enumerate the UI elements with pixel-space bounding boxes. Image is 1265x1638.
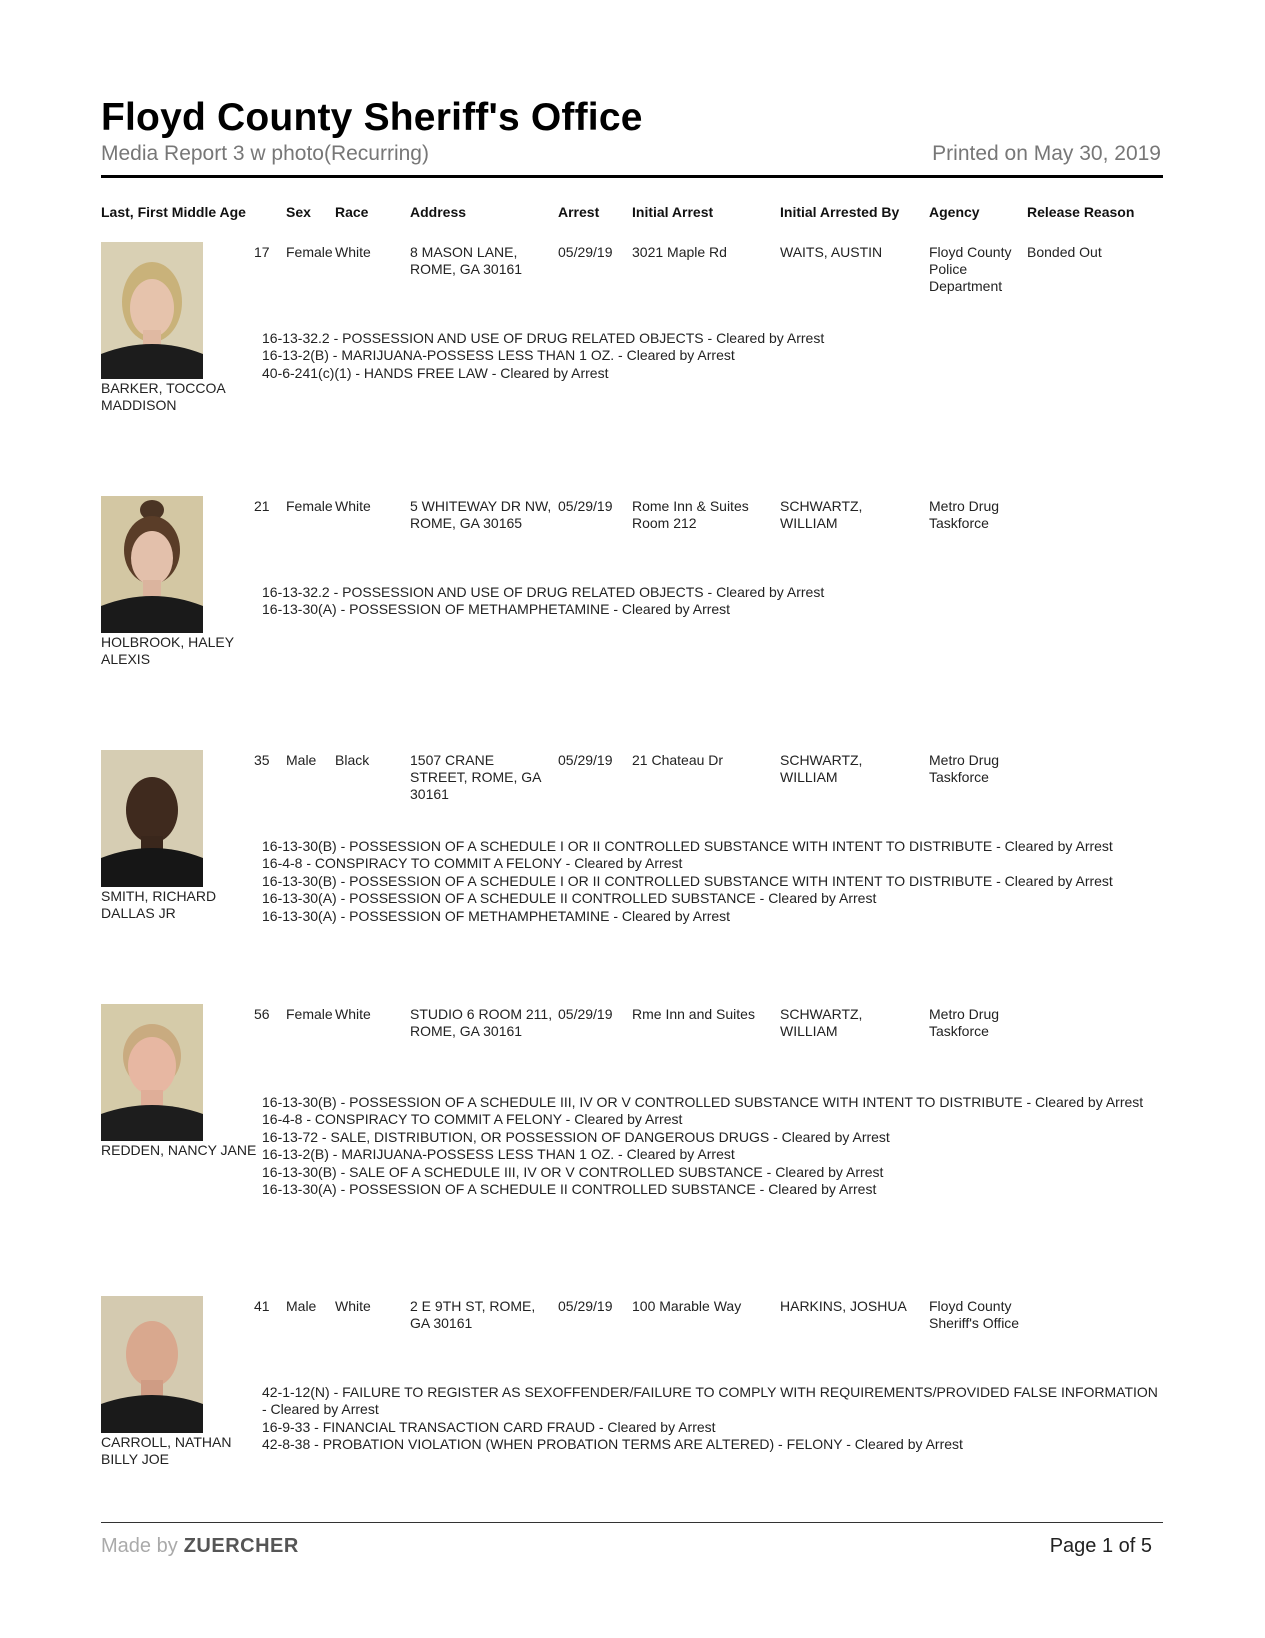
charges-list — [262, 1094, 1162, 1198]
agency: Metro Drug Taskforce — [929, 498, 1000, 531]
sex: Female — [286, 244, 333, 260]
arresting-officer: WAITS, AUSTIN — [780, 244, 883, 260]
agency: Metro Drug Taskforce — [929, 752, 1000, 785]
arresting-officer: SCHWARTZ, WILLIAM — [780, 752, 863, 785]
race: White — [335, 244, 371, 260]
arresting-officer: SCHWARTZ, WILLIAM — [780, 1006, 863, 1039]
age: 35 — [254, 752, 270, 768]
booking-photo — [101, 1296, 203, 1433]
address: 8 MASON LANE, ROME, GA 30161 — [410, 244, 523, 277]
initial-arrest-location: 21 Chateau Dr — [632, 752, 724, 768]
inmate-name: SMITH, RICHARD DALLAS JR — [101, 888, 217, 921]
address: 1507 CRANE STREET, ROME, GA 30161 — [410, 752, 541, 802]
booking-photo — [101, 750, 203, 887]
arrest-date: 05/29/19 — [558, 752, 613, 768]
col-header-initial-arrested-by: Initial Arrested By — [780, 204, 900, 220]
arresting-officer: SCHWARTZ, WILLIAM — [780, 498, 863, 531]
arrest-date: 05/29/19 — [558, 1298, 613, 1314]
col-header-release-reason: Release Reason — [1027, 204, 1135, 220]
charge-item: 16-9-33 - FINANCIAL TRANSACTION CARD FRAUD - Cleared by Arrest — [262, 1418, 716, 1435]
charge-item: 16-13-30(A) - POSSESSION OF METHAMPHETAMINE - Cleared by Arrest — [262, 907, 731, 924]
charges-list — [262, 1384, 1162, 1454]
charge-item: 16-13-30(B) - POSSESSION OF A SCHEDULE I OR II CONTROLLED SUBSTANCE WITH INTENT TO DISTRIBUTE - Cleared by Arrest — [262, 838, 1113, 854]
charge-item: 16-13-30(B) - POSSESSION OF A SCHEDULE I OR II CONTROLLED SUBSTANCE WITH INTENT TO DISTRIBUTE - Cleared by Arrest — [262, 872, 1113, 889]
record-row — [0, 242, 1265, 482]
release-reason: Bonded Out — [1027, 244, 1102, 260]
race: White — [335, 1298, 371, 1314]
header-divider — [101, 175, 1163, 178]
race: White — [335, 1006, 371, 1022]
col-header-name-age: Last, First Middle Age — [101, 204, 246, 220]
page-number: Page 1 of 5 — [1049, 1535, 1152, 1557]
charge-item: 16-13-30(A) - POSSESSION OF A SCHEDULE II CONTROLLED SUBSTANCE - Cleared by Arrest — [262, 1181, 877, 1198]
age: 56 — [254, 1006, 270, 1022]
age: 17 — [254, 244, 270, 260]
charge-item: 42-1-12(N) - FAILURE TO REGISTER AS SEXOFFENDER/FAILURE TO COMPLY WITH REQUIREMENTS/PROVIDED FALSE INFORMATION - Cleared by Arrest — [262, 1384, 1158, 1418]
booking-photo — [101, 496, 203, 633]
sex: Female — [286, 1006, 333, 1022]
charges-list — [262, 330, 1162, 382]
agency: Floyd County Sheriff's Office — [929, 1298, 1020, 1331]
booking-photo — [101, 242, 203, 379]
charge-item: 16-13-2(B) - MARIJUANA-POSSESS LESS THAN 1 OZ. - Cleared by Arrest — [262, 347, 735, 364]
agency: Metro Drug Taskforce — [929, 1006, 1000, 1039]
zuercher-logo: ZUERCHER — [183, 1535, 299, 1557]
col-header-arrest: Arrest — [558, 204, 600, 220]
race: White — [335, 498, 371, 514]
printed-date: Printed on May 30, 2019 — [932, 142, 1161, 165]
inmate-name: HOLBROOK, HALEY ALEXIS — [101, 634, 234, 667]
record-row — [0, 1296, 1265, 1536]
col-header-race: Race — [335, 204, 369, 220]
booking-photo — [101, 1004, 203, 1141]
arrest-date: 05/29/19 — [558, 1006, 613, 1022]
charge-item: 16-13-2(B) - MARIJUANA-POSSESS LESS THAN 1 OZ. - Cleared by Arrest — [262, 1146, 735, 1163]
charge-item: 16-13-30(B) - SALE OF A SCHEDULE III, IV OR V CONTROLLED SUBSTANCE - Cleared by Arrest — [262, 1163, 884, 1180]
made-by-credit — [101, 1535, 299, 1558]
charge-item: 16-13-30(B) - POSSESSION OF A SCHEDULE III, IV OR V CONTROLLED SUBSTANCE WITH INTENT TO DISTRIBUTE - Cleared by Arrest — [262, 1094, 1144, 1110]
agency: Floyd County Police Department — [929, 244, 1012, 294]
charges-list — [262, 838, 1162, 925]
inmate-name: CARROLL, NATHAN BILLY JOE — [101, 1434, 232, 1467]
address: STUDIO 6 ROOM 211, ROME, GA 30161 — [410, 1006, 553, 1039]
arrest-date: 05/29/19 — [558, 498, 613, 514]
report-subtitle: Media Report 3 w photo(Recurring) — [101, 142, 429, 165]
age: 41 — [254, 1298, 270, 1314]
col-header-address: Address — [410, 204, 467, 220]
footer-divider — [101, 1522, 1163, 1523]
initial-arrest-location: Rome Inn & Suites Room 212 — [632, 498, 749, 531]
inmate-name: REDDEN, NANCY JANE — [101, 1142, 257, 1158]
sex: Male — [286, 1298, 317, 1314]
charge-item: 40-6-241(c)(1) - HANDS FREE LAW - Cleared by Arrest — [262, 364, 609, 381]
charge-item: 16-13-30(A) - POSSESSION OF A SCHEDULE II CONTROLLED SUBSTANCE - Cleared by Arrest — [262, 890, 877, 907]
col-header-agency: Agency — [929, 204, 980, 220]
race: Black — [335, 752, 370, 768]
sex: Male — [286, 752, 317, 768]
address: 5 WHITEWAY DR NW, ROME, GA 30165 — [410, 498, 552, 531]
initial-arrest-location: 100 Marable Way — [632, 1298, 742, 1314]
charge-item: 16-13-30(A) - POSSESSION OF METHAMPHETAMINE - Cleared by Arrest — [262, 601, 731, 618]
sex: Female — [286, 498, 333, 514]
charge-item: 42-8-38 - PROBATION VIOLATION (WHEN PROBATION TERMS ARE ALTERED) - FELONY - Cleared by Arrest — [262, 1436, 963, 1453]
col-header-sex: Sex — [286, 204, 311, 220]
charge-item: 16-13-32.2 - POSSESSION AND USE OF DRUG RELATED OBJECTS - Cleared by Arrest — [262, 584, 825, 600]
address: 2 E 9TH ST, ROME, GA 30161 — [410, 1298, 536, 1331]
col-header-initial-arrest: Initial Arrest — [632, 204, 714, 220]
charge-item: 16-4-8 - CONSPIRACY TO COMMIT A FELONY - Cleared by Arrest — [262, 855, 683, 872]
charges-list — [262, 584, 1162, 619]
charge-item: 16-13-32.2 - POSSESSION AND USE OF DRUG RELATED OBJECTS - Cleared by Arrest — [262, 330, 825, 346]
record-row — [0, 496, 1265, 736]
arresting-officer: HARKINS, JOSHUA — [780, 1298, 907, 1314]
made-by-label: Made by — [101, 1535, 178, 1557]
record-row — [0, 750, 1265, 990]
charge-item: 16-13-72 - SALE, DISTRIBUTION, OR POSSESSION OF DANGEROUS DRUGS - Cleared by Arrest — [262, 1128, 890, 1145]
initial-arrest-location: Rme Inn and Suites — [632, 1006, 755, 1022]
record-row — [0, 1004, 1265, 1244]
arrest-date: 05/29/19 — [558, 244, 613, 260]
inmate-name: BARKER, TOCCOA MADDISON — [101, 380, 225, 413]
charge-item: 16-4-8 - CONSPIRACY TO COMMIT A FELONY - Cleared by Arrest — [262, 1111, 683, 1128]
age: 21 — [254, 498, 270, 514]
report-title: Floyd County Sheriff's Office — [101, 96, 643, 139]
initial-arrest-location: 3021 Maple Rd — [632, 244, 727, 260]
